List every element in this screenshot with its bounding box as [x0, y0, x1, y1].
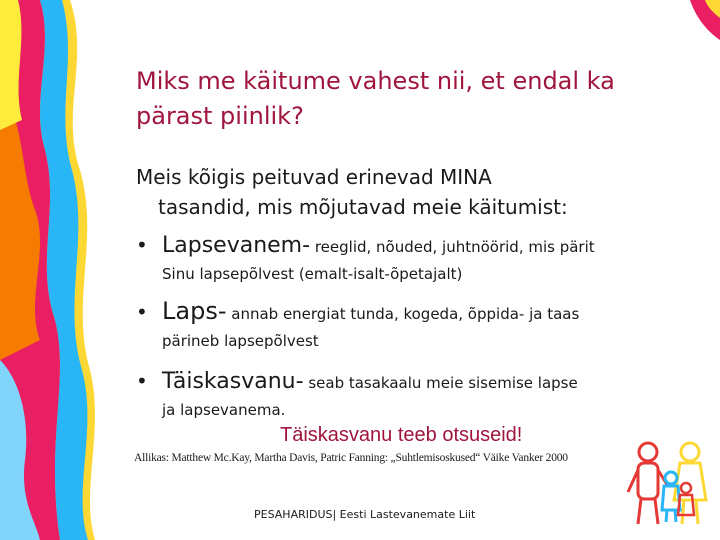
bullet-item-child: [136, 296, 696, 353]
slide-title: Miks me käitume vahest nii, et endal ka pärast piinlik?: [136, 67, 615, 130]
intro-line-1: Meis kõigis peituvad erinevad MINA: [136, 165, 492, 189]
bullet-term: Täiskasvanu-: [162, 369, 304, 394]
family-logo-icon: [628, 443, 706, 524]
bullet-dot-icon: •: [136, 369, 148, 393]
bullet-item-adult: [136, 366, 696, 422]
footer-text: PESAHARIDUS| Eesti Lastevanemate Liit: [254, 508, 476, 521]
bullet-term: Laps-: [162, 297, 227, 325]
source-citation: Allikas: Matthew Mc.Kay, Martha Davis, Patric Fanning: „Suhtlemisoskused“ Väike Vanker 2000: [134, 452, 568, 464]
bullet-continuation: ja lapsevanema.: [162, 401, 286, 419]
bullet-dot-icon: •: [136, 233, 148, 257]
bullet-term: Lapsevanem-: [162, 233, 311, 258]
intro-line-2: tasandid, mis mõjutavad meie käitumist:: [158, 195, 568, 219]
bullet-item-parent: [136, 230, 696, 286]
bullet-continuation: Sinu lapsepõlvest (emalt-isalt-õpetajalt): [162, 265, 463, 283]
bullet-desc: annab energiat tunda, kogeda, õppida- ja taas: [226, 305, 580, 323]
bullet-desc: reeglid, nõuded, juhtnöörid, mis pärit: [310, 238, 595, 256]
bullet-desc: seab tasakaalu meie sisemise lapse: [303, 374, 578, 392]
stripe-yellow-front: [0, 0, 22, 130]
bullet-continuation: pärineb lapsepõlvest: [162, 332, 319, 350]
intro-text: [136, 162, 696, 222]
bullet-dot-icon: •: [136, 300, 148, 324]
conclusion-text: Täiskasvanu teeb otsuseid!: [280, 424, 523, 446]
